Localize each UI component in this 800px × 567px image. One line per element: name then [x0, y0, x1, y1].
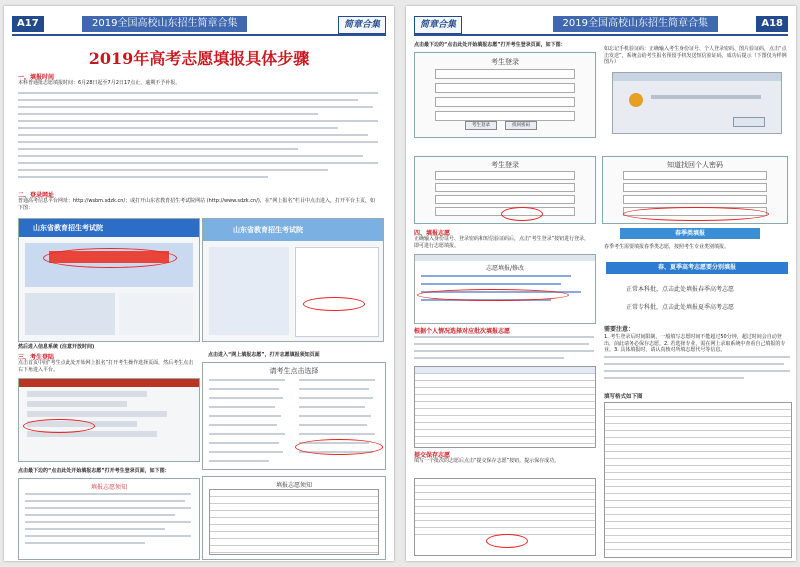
volunteer-menu-screenshot — [414, 254, 596, 324]
section-1-heading: 一、填报时间 — [18, 74, 55, 81]
section-3-heading: 三、考生登陆 — [18, 354, 55, 361]
right-page — [406, 6, 796, 561]
brand-label: 简章合集 — [414, 16, 462, 34]
section-2-heading: 二、登录网址 — [18, 192, 55, 199]
login-button[interactable]: 考生登录 — [465, 121, 497, 130]
volunteer-title: 志愿填报/修改 — [485, 265, 525, 272]
menu-screenshot — [202, 362, 386, 470]
schedule-text-block — [18, 90, 380, 186]
spring-text: 春季考生需要填报春季类志愿，按照考生专业类别填报。 — [604, 244, 730, 250]
find-password-screenshot — [602, 156, 788, 224]
format-table-screenshot — [604, 402, 792, 558]
notice-title-2: 填报志愿须知 — [275, 482, 312, 489]
login-screenshot — [414, 52, 596, 138]
save-highlight — [486, 534, 528, 548]
save-heading: 提交保存志愿 — [414, 452, 451, 459]
caption-a: 然后进入信息系统 (注意开放时间) — [18, 344, 95, 350]
spring-banner: 春季类填报 — [620, 228, 760, 239]
login-title-2: 考生登录 — [491, 161, 519, 169]
left-page — [4, 6, 394, 561]
login-screenshot-2 — [414, 156, 596, 224]
operation-page-screenshot — [18, 378, 200, 462]
portal-title-2: 山东省教育招生考试院 — [233, 226, 303, 234]
right-intro: 点击最下边的“点击此处开始填报志愿”打开考生登录页面，如下图： — [414, 42, 566, 48]
find-password-title: 知道找回个人密码 — [667, 161, 723, 169]
section-3-text: 点击首页中间“考生点此处开始网上报名”打开考生操作选择页面，然后考生点击右下角进入平台。 — [18, 360, 194, 373]
brand-label: 简章合集 — [338, 16, 386, 34]
notice-screenshot-1 — [18, 478, 200, 560]
section-4-text: 正确输入身份证号、登录密码和短信验证码后，点击“考生登录”按钮进行登录，即可进行志愿填报。 — [414, 236, 590, 249]
save-text: 填写一个批次的志愿后点击“提交保存志愿”按钮，提示保存成功。 — [414, 458, 560, 464]
page-number: A17 — [12, 16, 44, 32]
menu-title: 请考生点击选择 — [269, 367, 319, 375]
info-system-screenshot — [202, 218, 384, 342]
main-title: 2019年高考志愿填报具体步骤 — [88, 49, 310, 68]
section-2-text: 普通高考信息平台网址：http://wsbm.sdzk.cn/；或打开山东省教育招生考试院网站 (http://www.sdzk.cn/)，在“网上报名”栏目中点击进入，打开平台主页，如下图： — [18, 198, 376, 211]
header-title: 2019全国高校山东招生简章合集 — [553, 16, 718, 32]
find-password-button[interactable]: 找回密码 — [505, 121, 537, 130]
caption-c: 点击最下边的“点击此处开始填报志愿”打开考生登录页面，如下图： — [18, 468, 170, 474]
notes-lines — [604, 356, 790, 386]
right-header — [414, 16, 788, 36]
login-title: 考生登录 — [491, 58, 519, 66]
notes-text: 1. 考生登录后时间限制，一般填写志愿时间不能超过50分钟，超过时间会自动登出，前此请务必保存志愿。2. 若选择专业，需在网上录取系统中查看自己填报的专业。3. 具体填报时，请认真核对所填志愿代号等信息。 — [604, 334, 786, 353]
format-title: 填写格式如下图 — [604, 394, 643, 400]
sms-dialog-screenshot — [612, 72, 782, 134]
volunteer-form-screenshot — [414, 366, 596, 448]
notice-title: 填报志愿须知 — [90, 484, 127, 491]
notes-title: 需要注意： — [604, 326, 635, 333]
left-header — [12, 16, 386, 36]
portal-screenshot — [18, 218, 200, 342]
volunteer-text-lines — [414, 336, 594, 366]
section-1-text: 本科普通批志愿填报时间：6月28日起至7月2日17点止，逾期不予补报。 — [18, 80, 181, 86]
notice-screenshot-2 — [202, 476, 386, 560]
red-note: 根据个人情况选择对应批次填报志愿 — [414, 328, 511, 335]
phone-code-text: 如忘记手机验证码：正确输入考生身份证号、个人登录密码、图片验证码，点击“点击发送”，系统会给考生报名预留手机发送短信验证码，成功后提示（下图仅为样例图片） — [604, 46, 787, 65]
spring-summer-banner: 春、夏季高考志愿要分别填报 — [606, 262, 788, 274]
spring-link-1[interactable]: 正常本科批，点击此处填报春季高考志愿 — [626, 286, 735, 293]
header-title: 2019全国高校山东招生简章合集 — [82, 16, 247, 32]
spring-link-2[interactable]: 正常专科批，点击此处填报夏季高考志愿 — [626, 304, 735, 311]
section-4-heading: 四、填报志愿 — [414, 230, 451, 237]
caption-b: 点击进入“网上填报志愿”，打开志愿填报须知页面 — [208, 352, 320, 358]
page-number: A18 — [756, 16, 788, 32]
portal-title: 山东省教育招生考试院 — [33, 224, 103, 232]
